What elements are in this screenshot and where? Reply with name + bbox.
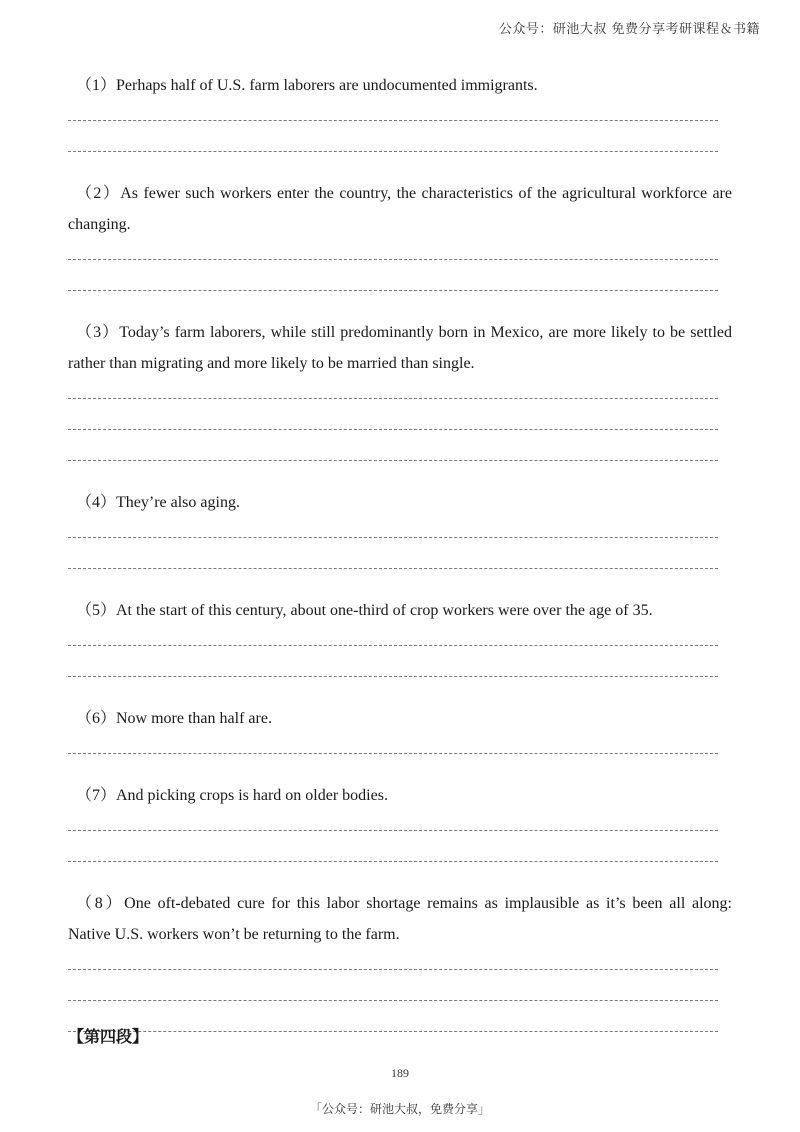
answer-lines xyxy=(68,101,732,163)
answer-lines xyxy=(68,811,732,873)
exercise-list xyxy=(68,70,732,1058)
answer-line[interactable] xyxy=(68,441,732,472)
source-sentence: （3）Today’s farm laborers, while still predominantly born in Mexico, are more likely to be settled rather than migrating and more likely to be married than single. xyxy=(68,324,732,372)
translation-item xyxy=(68,595,732,703)
answer-line[interactable] xyxy=(68,1012,732,1043)
translation-item xyxy=(68,780,732,888)
source-sentence: （7）And picking crops is hard on older bodies. xyxy=(76,787,388,804)
source-sentence: （2）As fewer such workers enter the country, the characteristics of the agricultural workforce are changing. xyxy=(68,185,732,233)
page-footer: 「公众号：研池大叔，免费分享」 xyxy=(309,1102,490,1116)
page-header: 公众号：研池大叔 免费分享考研课程＆书籍 xyxy=(498,22,760,37)
answer-line[interactable] xyxy=(68,549,732,580)
answer-line[interactable] xyxy=(68,950,732,981)
source-sentence: （6）Now more than half are. xyxy=(76,710,272,727)
source-sentence: （8）One oft-debated cure for this labor shortage remains as implausible as it’s been all along: Native U.S. workers won’t be returning to the farm. xyxy=(68,895,732,943)
answer-line[interactable] xyxy=(68,271,732,302)
answer-line[interactable] xyxy=(68,410,732,441)
source-sentence: （4）They’re also aging. xyxy=(76,494,240,511)
translation-item xyxy=(68,487,732,595)
translation-item xyxy=(68,703,732,780)
source-sentence: （5）At the start of this century, about one-third of crop workers were over the age of 35. xyxy=(76,602,653,619)
answer-lines xyxy=(68,518,732,580)
source-sentence: （1）Perhaps half of U.S. farm laborers are undocumented immigrants. xyxy=(76,77,538,94)
page-number: 189 xyxy=(391,1066,409,1080)
answer-line[interactable] xyxy=(68,657,732,688)
answer-line[interactable] xyxy=(68,842,732,873)
answer-lines xyxy=(68,734,732,765)
answer-line[interactable] xyxy=(68,379,732,410)
answer-line[interactable] xyxy=(68,734,732,765)
answer-lines xyxy=(68,626,732,688)
answer-line[interactable] xyxy=(68,101,732,132)
answer-line[interactable] xyxy=(68,626,732,657)
answer-line[interactable] xyxy=(68,240,732,271)
translation-item xyxy=(68,317,732,487)
answer-lines xyxy=(68,379,732,472)
answer-line[interactable] xyxy=(68,811,732,842)
answer-line[interactable] xyxy=(68,132,732,163)
translation-item xyxy=(68,888,732,1058)
section-heading: 【第四段】 xyxy=(68,1027,149,1046)
translation-item xyxy=(68,70,732,178)
translation-item xyxy=(68,178,732,317)
answer-lines xyxy=(68,240,732,302)
answer-line[interactable] xyxy=(68,981,732,1012)
answer-line[interactable] xyxy=(68,518,732,549)
answer-lines xyxy=(68,950,732,1043)
